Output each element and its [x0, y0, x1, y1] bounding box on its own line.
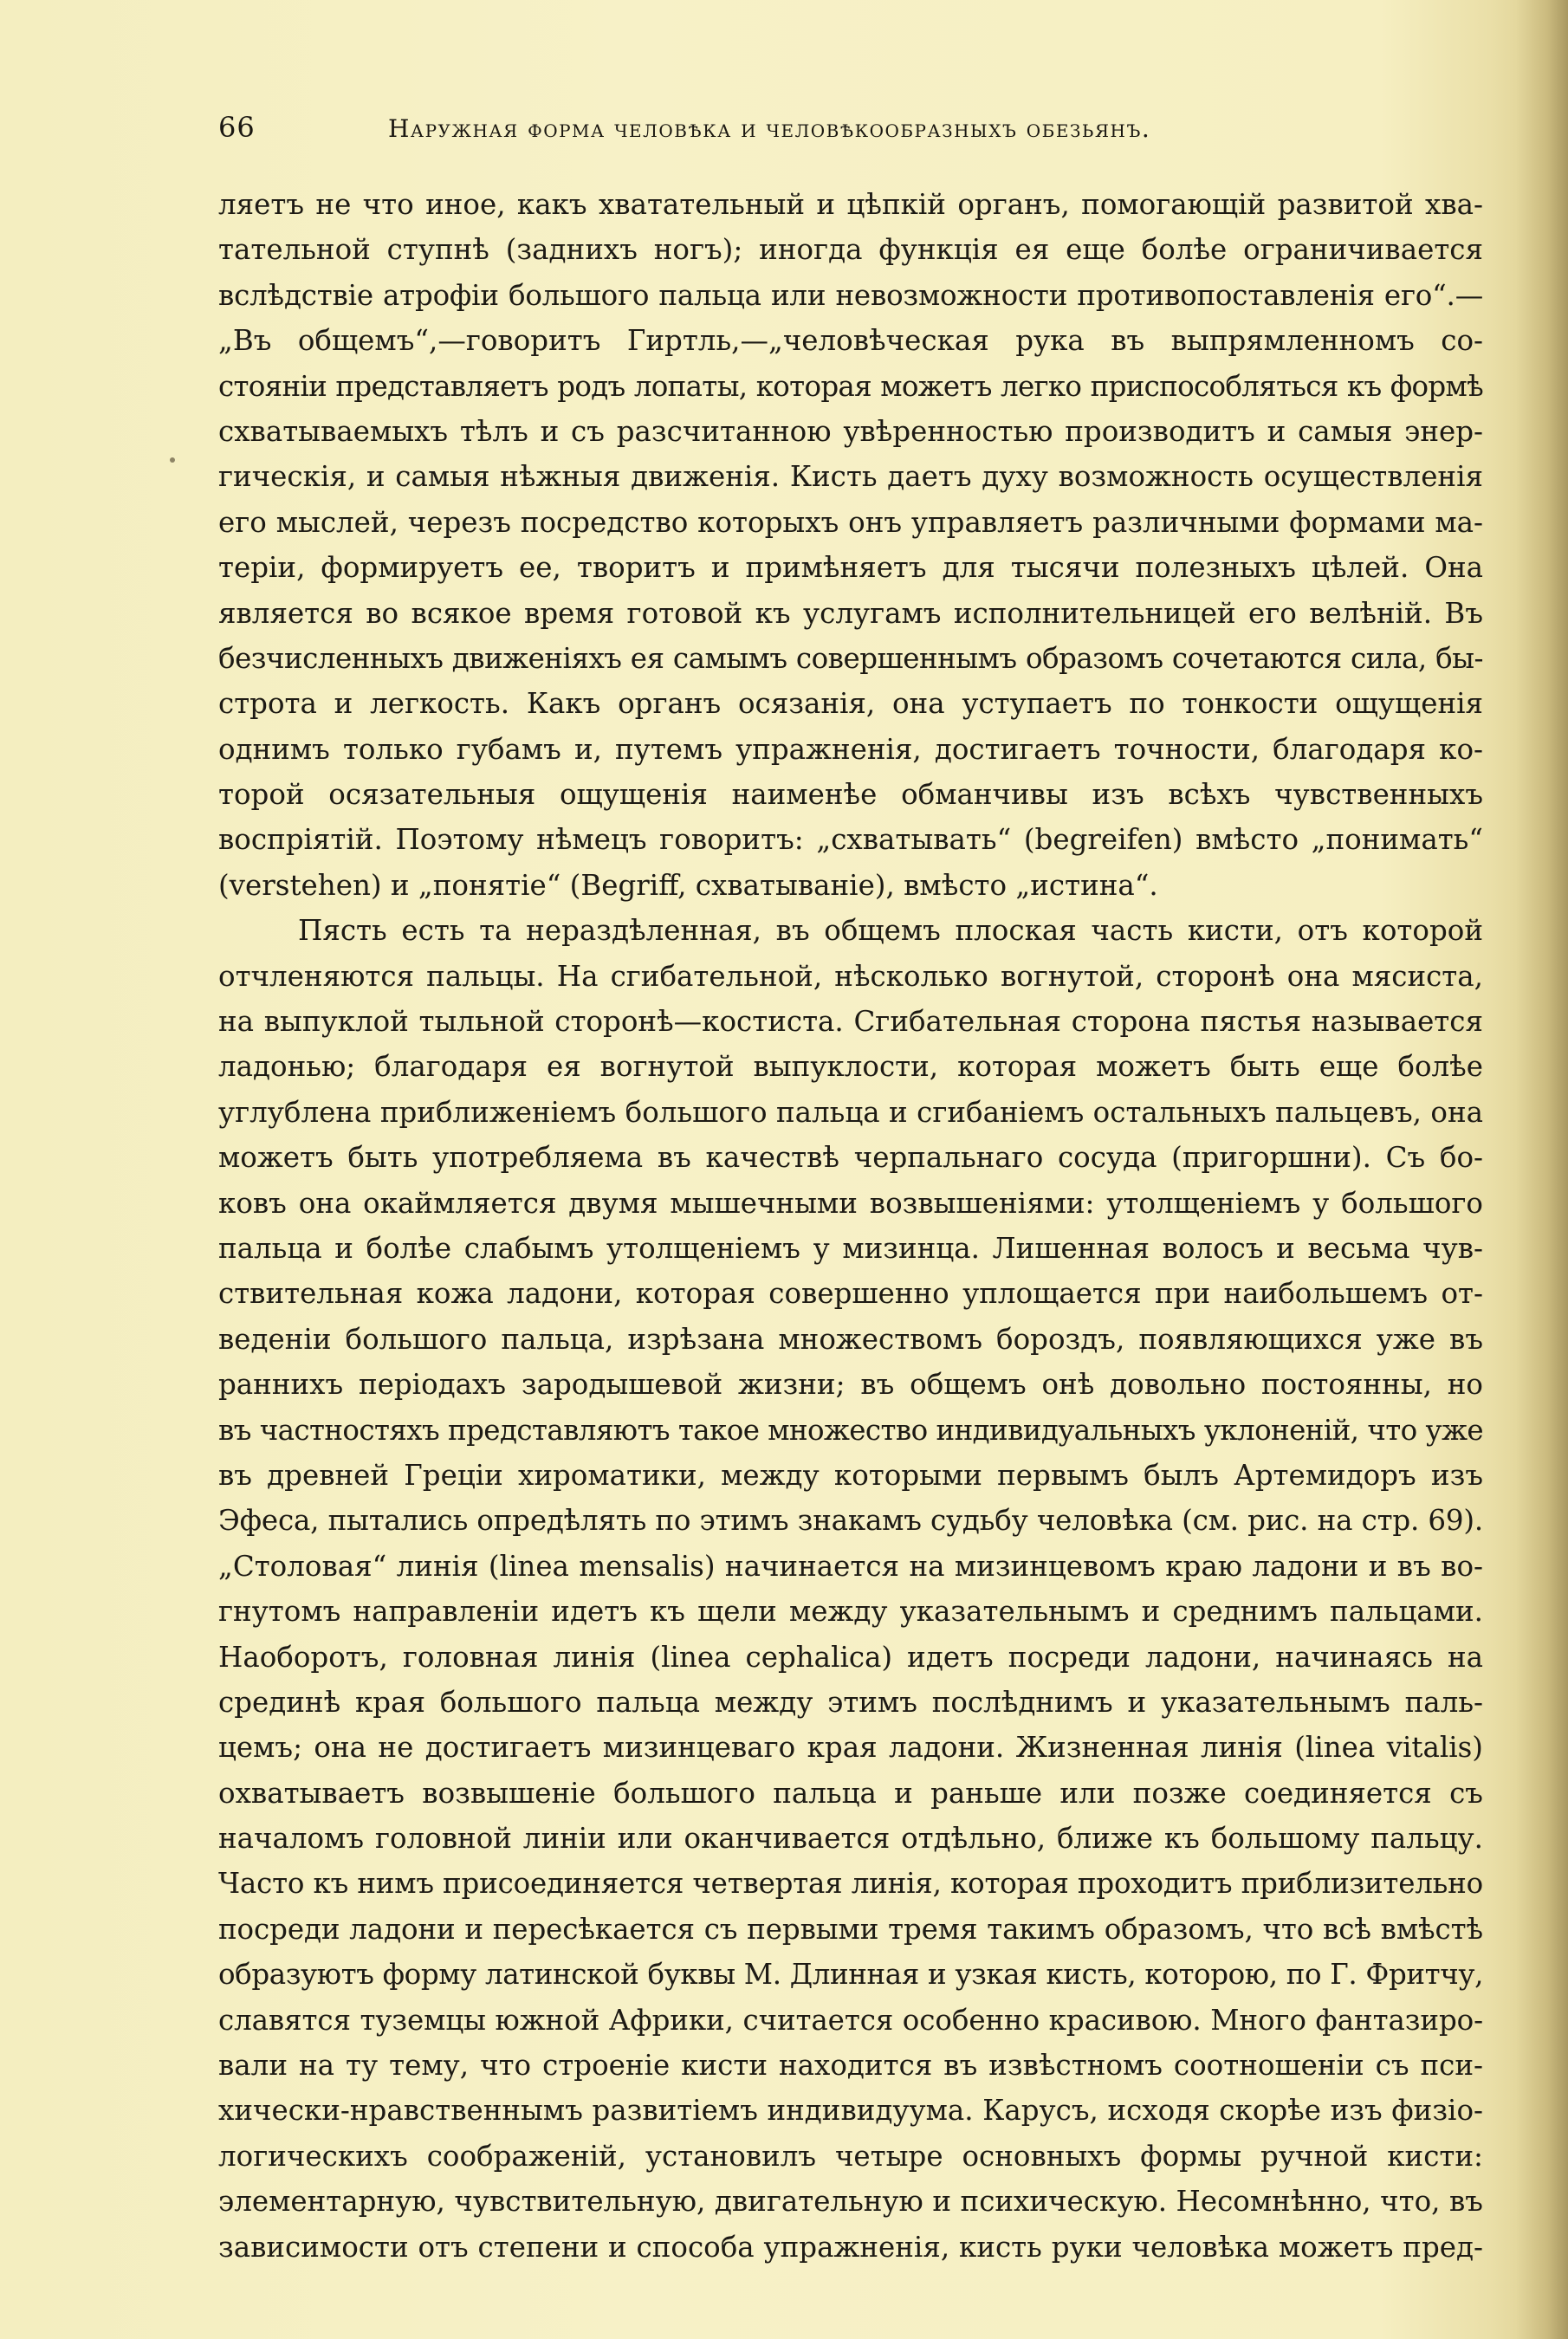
text-line: ствительная кожа ладони, которая совершенно уплощается при наибольшемъ от-	[218, 1277, 1483, 1311]
text-line: его мыслей, черезъ посредство которыхъ онъ управляетъ различными формами ма-	[218, 505, 1483, 539]
page-header	[218, 111, 1299, 149]
text-line: углублена приближеніемъ большого пальца и сгибаніемъ остальныхъ пальцевъ, она	[218, 1095, 1483, 1129]
text-line: на выпуклой тыльной сторонѣ—костиста. Сгибательная сторона пястья называется	[218, 1005, 1483, 1039]
text-line-paragraph-end: (verstehen) и „понятіе“ (Begriff, схватываніе), вмѣсто „истина“.	[218, 868, 1158, 902]
text-line: Часто къ нимъ присоединяется четвертая линія, которая проходитъ приблизительно	[218, 1867, 1483, 1901]
text-line: логическихъ соображеній, установилъ четыре основныхъ формы ручной кисти:	[218, 2139, 1483, 2173]
text-line: Эфеса, пытались опредѣлять по этимъ знакамъ судьбу человѣка (см. рис. на стр. 69).	[218, 1504, 1483, 1538]
text-line: вслѣдствіе атрофіи большого пальца или невозможности противопоставленія его“.—	[218, 278, 1483, 312]
text-line: элементарную, чувствительную, двигательную и психическую. Несомнѣнно, что, въ	[218, 2185, 1483, 2219]
text-line: строта и легкость. Какъ органъ осязанія, она уступаетъ по тонкости ощущенія	[218, 687, 1483, 721]
text-line: ковъ она окаймляется двумя мышечными возвышеніями: утолщеніемъ у большого	[218, 1186, 1483, 1220]
text-line: началомъ головной линіи или оканчивается отдѣльно, ближе къ большому пальцу.	[218, 1822, 1483, 1856]
text-line: стояніи представляетъ родъ лопаты, которая можетъ легко приспособляться къ формѣ	[218, 369, 1483, 403]
text-line: схватываемыхъ тѣлъ и съ разсчитанною увѣренностью производитъ и самыя энер-	[218, 414, 1483, 448]
text-line: въ частностяхъ представляютъ такое множество индивидуальныхъ уклоненій, что уже	[218, 1413, 1483, 1447]
text-line: отчленяются пальцы. На сгибательной, нѣсколько вогнутой, сторонѣ она мясиста,	[218, 959, 1483, 993]
text-line: тательной ступнѣ (заднихъ ногъ); иногда функція ея еще болѣе ограничивается	[218, 233, 1483, 267]
text-line: зависимости отъ степени и способа упражненія, кисть руки человѣка можетъ пред-	[218, 2230, 1483, 2264]
text-line: безчисленныхъ движеніяхъ ея самымъ совершеннымъ образомъ сочетаются сила, бы-	[218, 641, 1483, 675]
body-text	[218, 182, 1483, 2270]
text-line: воспріятій. Поэтому нѣмецъ говоритъ: „схватывать“ (begreifen) вмѣсто „понимать“	[218, 823, 1483, 857]
text-line-paragraph-start: Пясть есть та нераздѣленная, въ общемъ плоская часть кисти, отъ которой	[298, 914, 1483, 948]
text-line: „Въ общемъ“,—говоритъ Гиртль,—„человѣческая рука въ выпрямленномъ со-	[218, 324, 1483, 358]
text-line: ляетъ не что иное, какъ хватательный и цѣпкій органъ, помогающій развитой хва-	[218, 188, 1483, 221]
text-line: ладонью; благодаря ея вогнутой выпуклости, которая можетъ быть еще болѣе	[218, 1050, 1483, 1084]
text-line: можетъ быть употребляема въ качествѣ черпальнаго сосуда (пригоршни). Съ бо-	[218, 1141, 1483, 1175]
margin-dot	[170, 457, 175, 463]
text-line: гическія, и самыя нѣжныя движенія. Кисть даетъ духу возможность осуществленія	[218, 460, 1483, 494]
page-number: 66	[218, 111, 256, 144]
text-line: Наоборотъ, головная линія (linea cephalica) идетъ посреди ладони, начинаясь на	[218, 1640, 1483, 1674]
text-line: „Столовая“ линія (linea mensalis) начинается на мизинцевомъ краю ладони и въ во-	[218, 1549, 1483, 1583]
text-line: является во всякое время готовой къ услугамъ исполнительницей его велѣній. Въ	[218, 596, 1483, 630]
text-line: хически-нравственнымъ развитіемъ индивидуума. Карусъ, исходя скорѣе изъ физіо-	[218, 2094, 1483, 2128]
text-line: цемъ; она не достигаетъ мизинцеваго края ладони. Жизненная линія (linea vitalis)	[218, 1731, 1483, 1765]
text-line: торой осязательныя ощущенія наименѣе обманчивы изъ всѣхъ чувственныхъ	[218, 778, 1483, 812]
text-line: теріи, формируетъ ее, творитъ и примѣняетъ для тысячи полезныхъ цѣлей. Она	[218, 551, 1483, 585]
text-line: славятся туземцы южной Африки, считается особенно красивою. Много фантазиро-	[218, 2003, 1483, 2037]
text-line: образуютъ форму латинской буквы М. Длинная и узкая кисть, которою, по Г. Фритчу,	[218, 1958, 1483, 1992]
text-line: вали на ту тему, что строеніе кисти находится въ извѣстномъ соотношеніи съ пси-	[218, 2049, 1483, 2083]
text-line: раннихъ періодахъ зародышевой жизни; въ общемъ онѣ довольно постоянны, но	[218, 1368, 1483, 1402]
text-line: срединѣ края большого пальца между этимъ послѣднимъ и указательнымъ паль-	[218, 1685, 1483, 1719]
text-line: веденіи большого пальца, изрѣзана множествомъ бороздъ, появляющихся уже въ	[218, 1322, 1483, 1356]
text-line: въ древней Греціи хироматики, между которыми первымъ былъ Артемидоръ изъ	[218, 1458, 1483, 1492]
running-head: Наружная форма человѣка и человѣкообразныхъ обезьянъ.	[388, 114, 1151, 143]
text-line: охватываетъ возвышеніе большого пальца и раньше или позже соединяется съ	[218, 1776, 1483, 1810]
text-line: пальца и болѣе слабымъ утолщеніемъ у мизинца. Лишенная волосъ и весьма чув-	[218, 1231, 1483, 1265]
text-line: гнутомъ направленіи идетъ къ щели между указательнымъ и среднимъ пальцами.	[218, 1595, 1483, 1629]
text-line: однимъ только губамъ и, путемъ упражненія, достигаетъ точности, благодаря ко-	[218, 732, 1483, 766]
text-line: посреди ладони и пересѣкается съ первыми тремя такимъ образомъ, что всѣ вмѣстѣ	[218, 1912, 1483, 1946]
page-gutter-shadow	[1516, 0, 1568, 2339]
